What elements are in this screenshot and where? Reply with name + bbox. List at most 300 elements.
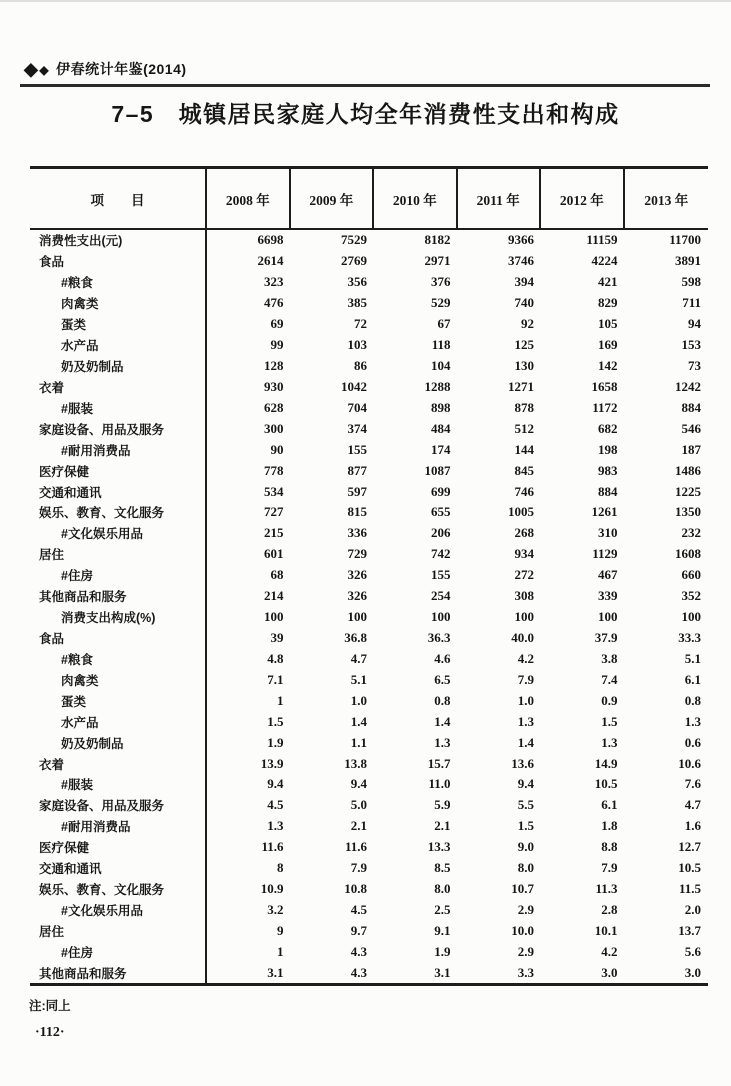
- cell-value: 198: [598, 441, 618, 457]
- cell-value: 1: [277, 692, 284, 708]
- cell-value: 100: [514, 609, 534, 625]
- table-row: [30, 711, 708, 732]
- row-label: #文化娱乐用品: [30, 900, 207, 921]
- cell-value: 1.5: [601, 713, 618, 729]
- cell-value: 10.8: [344, 881, 367, 897]
- cell-value: 103: [347, 337, 367, 353]
- cell-value: 4.7: [684, 797, 701, 813]
- cell-value: 1.3: [517, 713, 534, 729]
- row-label: 消费性支出(元): [30, 230, 207, 251]
- cell-value: 352: [681, 588, 701, 604]
- cell-value: 467: [598, 567, 618, 583]
- cell-value: 1608: [675, 546, 701, 562]
- cell-value: 3891: [675, 253, 701, 269]
- cell-value: 655: [431, 504, 451, 520]
- diamond-icon-small: ◆: [39, 63, 50, 77]
- cell-value: 930: [264, 378, 284, 394]
- cell-value: 4.2: [517, 650, 534, 666]
- cell-value: 10.5: [678, 860, 701, 876]
- cell-value: 729: [347, 546, 367, 562]
- row-label: #耐用消费品: [30, 816, 207, 837]
- table-row: [30, 376, 708, 397]
- table-title: 7–5 城镇居民家庭人均全年消费性支出和构成: [111, 101, 620, 127]
- cell-value: 356: [347, 274, 367, 290]
- cell-value: 546: [681, 420, 701, 436]
- row-label: 奶及奶制品: [30, 732, 207, 753]
- table-row: [30, 669, 708, 690]
- cell-value: 884: [681, 399, 701, 415]
- cell-value: 68: [270, 567, 284, 583]
- row-label: #文化娱乐用品: [30, 523, 207, 544]
- table-row: [30, 879, 708, 900]
- year-column-header: 2011 年: [458, 169, 542, 228]
- cell-value: 7.4: [601, 671, 618, 687]
- table-row: [30, 230, 708, 251]
- cell-value: 484: [431, 420, 451, 436]
- cell-value: 4.5: [350, 901, 367, 917]
- cell-value: 845: [514, 462, 534, 478]
- cell-value: 2.1: [350, 818, 367, 834]
- cell-value: 512: [514, 420, 534, 436]
- cell-value: 100: [347, 609, 367, 625]
- row-label: 奶及奶制品: [30, 356, 207, 377]
- table-row: [30, 607, 708, 628]
- cell-value: 740: [514, 295, 534, 311]
- cell-value: 3746: [508, 253, 534, 269]
- year-column-header: 2010 年: [374, 169, 458, 228]
- table-row: [30, 962, 708, 983]
- cell-value: 385: [347, 295, 367, 311]
- cell-value: 3.8: [601, 650, 618, 666]
- row-label: 水产品: [30, 335, 207, 356]
- cell-value: 11.0: [428, 776, 451, 792]
- cell-value: 10.5: [594, 776, 618, 792]
- cell-value: 1.4: [434, 713, 451, 729]
- table-row: [30, 523, 708, 544]
- cell-value: 73: [688, 357, 701, 373]
- cell-value: 10.1: [594, 922, 618, 938]
- cell-value: 0.6: [684, 734, 701, 750]
- cell-value: 727: [264, 504, 284, 520]
- cell-value: 9.1: [434, 922, 451, 938]
- cell-value: 2.1: [434, 818, 451, 834]
- table-row: [30, 293, 708, 314]
- cell-value: 746: [514, 483, 534, 499]
- cell-value: 2971: [424, 253, 451, 269]
- cell-value: 1.0: [350, 692, 367, 708]
- running-head: [24, 59, 187, 79]
- row-label: 交通和通讯: [30, 481, 207, 502]
- row-label: 肉禽类: [30, 293, 207, 314]
- cell-value: 6.5: [434, 671, 451, 687]
- cell-value: 1242: [675, 378, 701, 394]
- yearbook-name: 伊春统计年鉴(2014): [56, 61, 187, 77]
- cell-value: 310: [598, 525, 618, 541]
- cell-value: 125: [514, 337, 534, 353]
- cell-value: 4.5: [267, 797, 284, 813]
- cell-value: 33.3: [678, 629, 701, 645]
- cell-value: 0.8: [684, 692, 701, 708]
- cell-value: 2614: [257, 253, 284, 269]
- cell-value: 0.8: [434, 692, 451, 708]
- row-label: 医疗保健: [30, 837, 207, 858]
- cell-value: 6.1: [601, 797, 618, 813]
- cell-value: 90: [270, 441, 284, 457]
- cell-value: 1.5: [267, 713, 284, 729]
- cell-value: 86: [354, 357, 367, 373]
- cell-value: 7.1: [267, 671, 284, 687]
- cell-value: 1.4: [350, 713, 367, 729]
- cell-value: 13.3: [427, 839, 451, 855]
- cell-value: 3.1: [267, 964, 284, 980]
- cell-value: 11.5: [678, 881, 701, 897]
- cell-value: 9: [277, 922, 284, 938]
- cell-value: 1.9: [434, 943, 451, 959]
- cell-value: 1658: [591, 378, 618, 394]
- cell-value: 682: [598, 420, 618, 436]
- cell-value: 130: [514, 357, 534, 373]
- cell-value: 1.0: [517, 692, 534, 708]
- cell-value: 1.1: [350, 734, 367, 750]
- cell-value: 104: [431, 357, 451, 373]
- cell-value: 1.5: [517, 818, 534, 834]
- cell-value: 628: [264, 399, 284, 415]
- cell-value: 3.0: [684, 964, 701, 980]
- row-label: #粮食: [30, 648, 207, 669]
- cell-value: 7529: [341, 232, 367, 248]
- cell-value: 94: [688, 316, 701, 332]
- cell-value: 300: [264, 420, 284, 436]
- cell-value: 100: [598, 609, 618, 625]
- cell-value: 598: [681, 274, 701, 290]
- table-row: [30, 314, 708, 335]
- table-row: [30, 795, 708, 816]
- cell-value: 421: [598, 274, 618, 290]
- cell-value: 169: [598, 337, 618, 353]
- cell-value: 72: [354, 316, 367, 332]
- cell-value: 8.5: [434, 860, 451, 876]
- cell-value: 323: [264, 274, 284, 290]
- year-column-header: 2012 年: [541, 169, 625, 228]
- cell-value: 144: [514, 441, 534, 457]
- cell-value: 704: [347, 399, 367, 415]
- cell-value: 1.3: [434, 734, 451, 750]
- cell-value: 476: [264, 295, 284, 311]
- cell-value: 10.9: [260, 881, 284, 897]
- table-row: [30, 858, 708, 879]
- table-note: 注:同上: [29, 999, 71, 1013]
- cell-value: 36.3: [427, 629, 451, 645]
- row-label: 衣着: [30, 376, 207, 397]
- table-header-row: [30, 166, 708, 230]
- cell-value: 153: [681, 337, 701, 353]
- cell-value: 155: [431, 567, 451, 583]
- cell-value: 1042: [341, 378, 367, 394]
- cell-value: 155: [347, 441, 367, 457]
- cell-value: 597: [347, 483, 367, 499]
- cell-value: 12.7: [678, 839, 701, 855]
- table-row: [30, 418, 708, 439]
- cell-value: 2.9: [517, 901, 534, 917]
- cell-value: 1.3: [267, 818, 284, 834]
- cell-value: 11159: [586, 232, 618, 248]
- cell-value: 13.7: [678, 922, 701, 938]
- cell-value: 5.1: [350, 671, 367, 687]
- cell-value: 4.3: [350, 964, 367, 980]
- cell-value: 829: [598, 295, 618, 311]
- cell-value: 934: [514, 546, 534, 562]
- cell-value: 1288: [424, 378, 451, 394]
- cell-value: 711: [682, 295, 701, 311]
- row-label: 蛋类: [30, 314, 207, 335]
- table-row: [30, 544, 708, 565]
- cell-value: 10.7: [511, 881, 534, 897]
- cell-value: 8.0: [517, 860, 534, 876]
- cell-value: 1225: [675, 483, 701, 499]
- cell-value: 40.0: [511, 629, 534, 645]
- cell-value: 1.9: [267, 734, 284, 750]
- table-row: [30, 628, 708, 649]
- cell-value: 13.6: [511, 755, 534, 771]
- cell-value: 1087: [424, 462, 451, 478]
- table-row: [30, 439, 708, 460]
- cell-value: 118: [431, 337, 451, 353]
- table-row: [30, 900, 708, 921]
- cell-value: 374: [347, 420, 367, 436]
- cell-value: 7.6: [684, 776, 701, 792]
- cell-value: 36.8: [344, 629, 367, 645]
- table-row: [30, 753, 708, 774]
- item-column-header: 项 目: [30, 169, 207, 228]
- table-row: [30, 690, 708, 711]
- cell-value: 4.3: [350, 943, 367, 959]
- cell-value: 92: [521, 316, 534, 332]
- cell-value: 1005: [508, 504, 534, 520]
- cell-value: 1261: [591, 504, 618, 520]
- cell-value: 268: [514, 525, 534, 541]
- row-label: #住房: [30, 941, 207, 962]
- cell-value: 11.6: [344, 839, 367, 855]
- cell-value: 308: [514, 588, 534, 604]
- cell-value: 601: [264, 546, 284, 562]
- row-label: 衣着: [30, 753, 207, 774]
- cell-value: 1.6: [684, 818, 701, 834]
- cell-value: 5.1: [684, 650, 701, 666]
- cell-value: 67: [437, 316, 451, 332]
- year-column-header: 2008 年: [207, 169, 291, 228]
- cell-value: 9.4: [517, 776, 534, 792]
- cell-value: 8.8: [601, 839, 618, 855]
- cell-value: 100: [264, 609, 284, 625]
- cell-value: 4224: [591, 253, 618, 269]
- cell-value: 534: [264, 483, 284, 499]
- cell-value: 815: [347, 504, 367, 520]
- cell-value: 9.7: [350, 922, 367, 938]
- table-row: [30, 481, 708, 502]
- cell-value: 778: [264, 462, 284, 478]
- row-label: 居住: [30, 920, 207, 941]
- cell-value: 8: [277, 860, 284, 876]
- row-label: 消费支出构成(%): [30, 607, 207, 628]
- table-row: [30, 586, 708, 607]
- cell-value: 339: [598, 588, 618, 604]
- cell-value: 10.6: [678, 755, 701, 771]
- table-row: [30, 837, 708, 858]
- cell-value: 1.4: [517, 734, 534, 750]
- row-label: 其他商品和服务: [30, 586, 207, 607]
- statistics-table: [30, 166, 708, 986]
- row-label: #粮食: [30, 272, 207, 293]
- cell-value: 376: [431, 274, 451, 290]
- page-number: ·112·: [35, 1025, 65, 1040]
- table-row: [30, 502, 708, 523]
- cell-value: 128: [264, 357, 284, 373]
- cell-value: 9.4: [350, 776, 367, 792]
- cell-value: 214: [264, 588, 284, 604]
- cell-value: 1486: [675, 462, 701, 478]
- cell-value: 5.0: [350, 797, 367, 813]
- table-row: [30, 251, 708, 272]
- cell-value: 983: [598, 462, 618, 478]
- cell-value: 1.3: [601, 734, 618, 750]
- cell-value: 11.3: [595, 881, 618, 897]
- cell-value: 187: [681, 441, 701, 457]
- table-row: [30, 565, 708, 586]
- row-label: #耐用消费品: [30, 439, 207, 460]
- year-column-header: 2013 年: [644, 192, 689, 208]
- cell-value: 11700: [669, 232, 701, 248]
- cell-value: 336: [347, 525, 367, 541]
- cell-value: 232: [681, 525, 701, 541]
- cell-value: 1.3: [684, 713, 701, 729]
- row-label: 娱乐、教育、文化服务: [30, 502, 207, 523]
- cell-value: 5.5: [517, 797, 534, 813]
- table-row: [30, 397, 708, 418]
- cell-value: 8.0: [434, 881, 451, 897]
- cell-value: 13.8: [344, 755, 367, 771]
- cell-value: 6.1: [684, 671, 701, 687]
- cell-value: 2.5: [434, 901, 451, 917]
- cell-value: 272: [514, 567, 534, 583]
- cell-value: 215: [264, 525, 284, 541]
- cell-value: 254: [431, 588, 451, 604]
- cell-value: 105: [598, 316, 618, 332]
- row-label: 交通和通讯: [30, 858, 207, 879]
- cell-value: 13.9: [260, 755, 284, 771]
- table-row: [30, 920, 708, 941]
- cell-value: 1350: [675, 504, 701, 520]
- cell-value: 2.0: [684, 901, 701, 917]
- row-label: 居住: [30, 544, 207, 565]
- cell-value: 898: [431, 399, 451, 415]
- cell-value: 660: [681, 567, 701, 583]
- cell-value: 142: [598, 357, 618, 373]
- scan-edge: [0, 0, 731, 2]
- cell-value: 7.9: [517, 671, 534, 687]
- table-row: [30, 648, 708, 669]
- cell-value: 99: [270, 337, 284, 353]
- cell-value: 3.0: [601, 964, 618, 980]
- cell-value: 326: [347, 588, 367, 604]
- cell-value: 9366: [508, 232, 534, 248]
- table-row: [30, 816, 708, 837]
- cell-value: 2769: [341, 253, 367, 269]
- cell-value: 4.6: [434, 650, 451, 666]
- cell-value: 39: [270, 629, 284, 645]
- cell-value: 1.8: [601, 818, 618, 834]
- cell-value: 884: [598, 483, 618, 499]
- cell-value: 174: [431, 441, 451, 457]
- cell-value: 1271: [508, 378, 534, 394]
- cell-value: 5.9: [434, 797, 451, 813]
- cell-value: 5.6: [684, 943, 701, 959]
- cell-value: 326: [347, 567, 367, 583]
- cell-value: 10.0: [511, 922, 534, 938]
- row-label: 食品: [30, 251, 207, 272]
- cell-value: 3.3: [517, 964, 534, 980]
- table-body: [30, 230, 708, 986]
- cell-value: 4.8: [267, 650, 284, 666]
- cell-value: 394: [514, 274, 534, 290]
- row-label: 肉禽类: [30, 669, 207, 690]
- cell-value: 7.9: [601, 860, 618, 876]
- cell-value: 877: [347, 462, 367, 478]
- row-label: #住房: [30, 565, 207, 586]
- table-row: [30, 356, 708, 377]
- cell-value: 15.7: [427, 755, 451, 771]
- cell-value: 7.9: [350, 860, 367, 876]
- row-label: 家庭设备、用品及服务: [30, 795, 207, 816]
- table-row: [30, 460, 708, 481]
- cell-value: 69: [270, 316, 284, 332]
- cell-value: 14.9: [594, 755, 618, 771]
- cell-value: 206: [431, 525, 451, 541]
- table-row: [30, 941, 708, 962]
- cell-value: 0.9: [601, 692, 618, 708]
- table-row: [30, 335, 708, 356]
- table-row: [30, 774, 708, 795]
- cell-value: 8182: [424, 232, 451, 248]
- cell-value: 9.0: [517, 839, 534, 855]
- cell-value: 6698: [257, 232, 284, 248]
- cell-value: 1129: [592, 546, 618, 562]
- table-row: [30, 732, 708, 753]
- cell-value: 9.4: [267, 776, 284, 792]
- row-label: #服装: [30, 397, 207, 418]
- cell-value: 4.2: [601, 943, 618, 959]
- diamond-icon-large: ◆: [24, 59, 39, 79]
- cell-value: 100: [681, 609, 701, 625]
- row-label: 蛋类: [30, 690, 207, 711]
- cell-value: 3.1: [434, 964, 451, 980]
- cell-value: 2.9: [517, 943, 534, 959]
- table-row: [30, 272, 708, 293]
- cell-value: 1172: [592, 399, 618, 415]
- year-column-header: 2009 年: [291, 169, 375, 228]
- cell-value: 529: [431, 295, 451, 311]
- row-label: 娱乐、教育、文化服务: [30, 879, 207, 900]
- row-label: 家庭设备、用品及服务: [30, 418, 207, 439]
- cell-value: 699: [431, 483, 451, 499]
- cell-value: 37.9: [594, 629, 618, 645]
- row-label: 医疗保健: [30, 460, 207, 481]
- cell-value: 2.8: [601, 901, 618, 917]
- cell-value: 1: [277, 943, 284, 959]
- cell-value: 878: [514, 399, 534, 415]
- cell-value: 11.6: [261, 839, 284, 855]
- cell-value: 100: [431, 609, 451, 625]
- row-label: 其他商品和服务: [30, 962, 207, 983]
